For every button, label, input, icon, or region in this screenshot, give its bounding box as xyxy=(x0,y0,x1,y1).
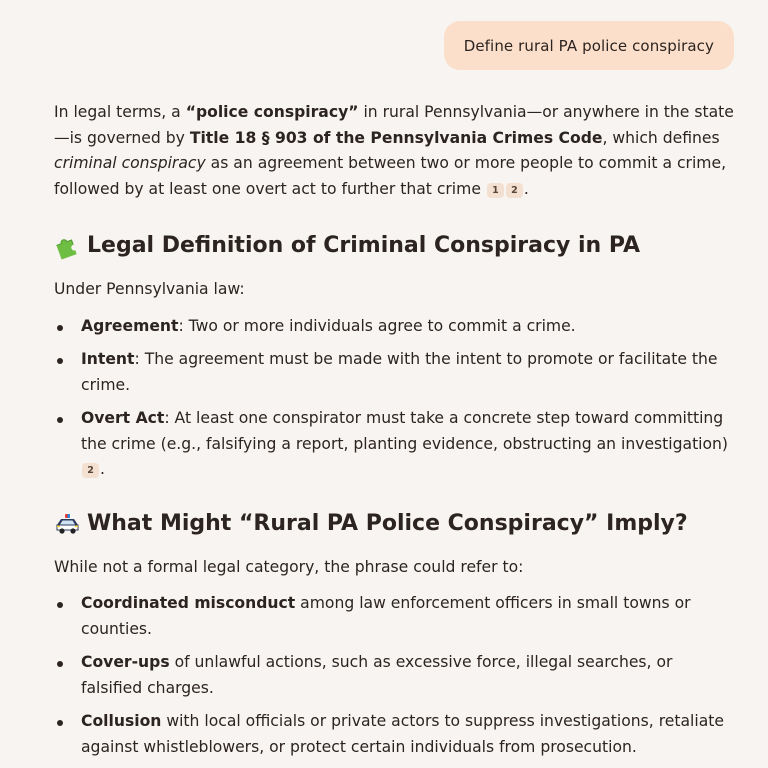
intro-text-1: In legal terms, a xyxy=(54,103,186,121)
list-item-text: : The agreement must be made with the intent to promote or facilitate the crime. xyxy=(81,350,718,394)
user-message-bubble xyxy=(444,21,734,70)
police-car-icon xyxy=(54,510,81,537)
list-item xyxy=(54,591,734,642)
section2-lead: While not a formal legal category, the phrase could refer to: xyxy=(54,557,524,576)
intro-bold-term: “police conspiracy” xyxy=(185,103,359,121)
list-item xyxy=(54,709,734,760)
list-item xyxy=(54,406,734,483)
intro-statute: Title 18 § 903 of the Pennsylvania Crimes Code xyxy=(189,128,603,147)
list-item-term: Coordinated misconduct xyxy=(81,594,296,612)
list-item-text: among law enforcement officers in small towns or counties. xyxy=(81,594,691,638)
section2-heading xyxy=(54,509,734,539)
bullet-dot xyxy=(57,417,63,423)
bullet-dot xyxy=(57,720,63,726)
list-item-term: Overt Act xyxy=(81,409,165,427)
intro-paragraph xyxy=(54,100,734,202)
intro-text-3: , which defines xyxy=(602,128,720,147)
user-message-text: Define rural PA police conspiracy xyxy=(463,36,714,55)
section1-lead: Under Pennsylvania law: xyxy=(54,280,245,298)
intro-period: . xyxy=(523,179,529,198)
list-item xyxy=(54,347,734,398)
bullet-dot xyxy=(57,325,63,331)
list-item xyxy=(54,650,734,701)
list-item-period: . xyxy=(100,460,105,478)
list-item-text: of unlawful actions, such as excessive force, illegal searches, or falsified charges. xyxy=(81,653,673,697)
list-item-text: : At least one conspirator must take a concrete step toward committing the crime (e.g., falsifying a report, planting evidence, obstructing an investigation) xyxy=(81,409,729,453)
list-item-text: : Two or more individuals agree to commit a crime. xyxy=(178,316,576,335)
bullet-dot xyxy=(57,358,63,364)
section1-heading-text: Legal Definition of Criminal Conspiracy in PA xyxy=(87,233,641,258)
section1-list xyxy=(54,314,734,483)
intro-text-2: in rural Pennsylvania—or anywhere in the state—is governed by xyxy=(54,103,734,147)
list-item-term: Intent xyxy=(81,350,135,368)
list-item-text: with local officials or private actors to suppress investigations, retaliate against whistleblowers, or protect certain individuals from prosecution. xyxy=(81,712,724,756)
section2-list xyxy=(54,591,734,760)
list-item-term: Cover-ups xyxy=(81,653,170,671)
list-item-term: Collusion xyxy=(81,712,162,730)
intro-italic-term: criminal conspiracy xyxy=(54,154,206,172)
section1-heading xyxy=(54,231,734,261)
section2-heading-text: What Might “Rural PA Police Conspiracy” Imply? xyxy=(87,510,688,536)
citation-badge-2[interactable]: 2 xyxy=(506,183,523,198)
citation-badge-1[interactable]: 1 xyxy=(487,183,504,198)
puzzle-piece-icon xyxy=(54,233,81,260)
assistant-answer xyxy=(54,100,734,768)
intro-text-4: as an agreement between two or more people to commit a crime, followed by at least one overt act to further that crime xyxy=(54,154,727,198)
bullet-dot xyxy=(57,602,63,608)
citation-badge-2[interactable]: 2 xyxy=(82,463,99,478)
bullet-dot xyxy=(57,661,63,667)
list-item-term: Agreement xyxy=(81,316,179,335)
list-item xyxy=(54,314,734,340)
